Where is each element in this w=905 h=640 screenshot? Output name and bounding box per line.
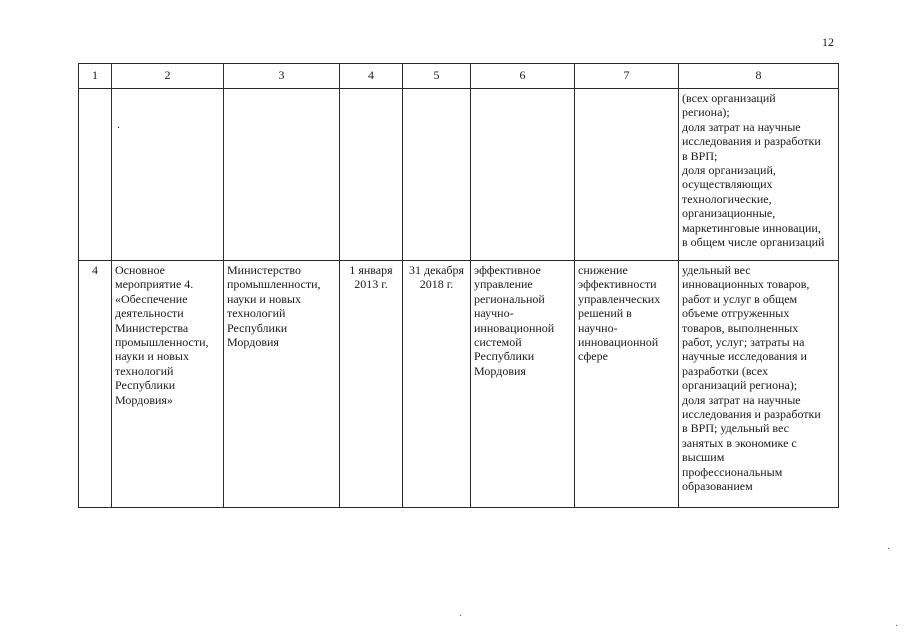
table-cell	[471, 261, 575, 508]
table-row	[79, 261, 839, 508]
table-cell	[471, 89, 575, 261]
column-number: 6	[471, 64, 575, 89]
column-number: 8	[679, 64, 839, 89]
page-number: 12	[822, 35, 834, 49]
column-number: 5	[403, 64, 471, 89]
scan-speck: ·	[459, 611, 463, 622]
row-number: 4	[79, 261, 112, 508]
table-cell	[575, 261, 679, 508]
column-number: 3	[224, 64, 340, 89]
table-cell	[79, 89, 112, 261]
column-number: 1	[79, 64, 112, 89]
table-cell	[112, 261, 224, 508]
column-number: 4	[340, 64, 403, 89]
table-cell	[224, 89, 340, 261]
scan-speck: ·	[895, 621, 899, 632]
table-cell	[679, 89, 839, 261]
table-cell	[403, 89, 471, 261]
scan-speck: ·	[887, 544, 891, 555]
table-cell	[340, 261, 403, 508]
indicators-text: (всех организаций региона); доля затрат на научные исследования и разработки в ВРП; доля организаций, осуществляющих технологические, организационные, маркетинговые инновации, в общем числе организаций	[682, 91, 825, 250]
table-cell	[112, 89, 224, 261]
column-number: 7	[575, 64, 679, 89]
table-cell	[679, 261, 839, 508]
table-cell	[340, 89, 403, 261]
executor-name: Министерство промышленности, науки и новых технологий Республики Мордовия	[227, 263, 321, 350]
table-row	[79, 89, 839, 261]
program-activities-table	[78, 63, 839, 508]
table-cell	[403, 261, 471, 508]
stray-mark: .	[117, 117, 120, 131]
column-number: 2	[112, 64, 224, 89]
column-number-row	[79, 64, 839, 89]
table-cell	[224, 261, 340, 508]
end-date: 31 декабря 2018 г.	[408, 263, 465, 292]
consequences: снижение эффективности управленческих решений в научно- инновационной сфере	[578, 263, 661, 364]
expected-result: эффективное управление региональной научно- инновационной системой Республики Мордовия	[474, 263, 555, 378]
start-date: 1 января 2013 г.	[349, 263, 393, 292]
table-cell	[575, 89, 679, 261]
indicators-text: удельный вес инновационных товаров, работ и услуг в общем объеме отгруженных товаров, выполненных работ, услуг; затраты на научные исследования и разработки (всех организаций региона); доля затрат на научные исследования и разработки в ВРП; удельный вес занятых в экономике с высшим профессиональным образованием	[682, 263, 821, 494]
activity-name: Основное мероприятие 4. «Обеспечение деятельности Министерства промышленности, науки и новых технологий Республики Мордовия»	[115, 263, 209, 407]
